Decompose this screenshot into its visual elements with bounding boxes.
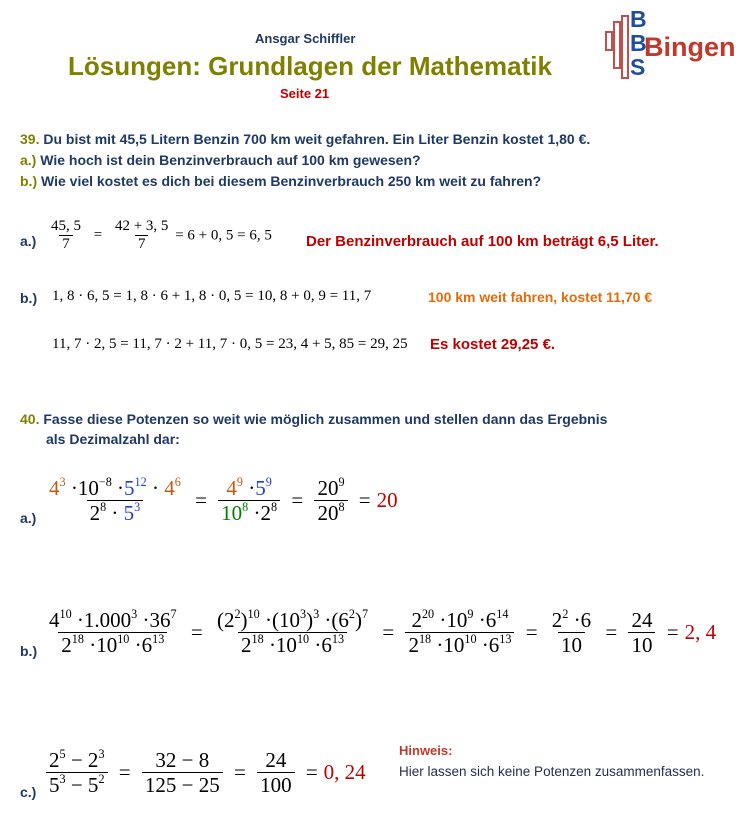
fraction: $\frac{4^3 \cdot 10^{-8} \cdot 5^{12} \cdot 4^6}{2^8 \cdot 5^3}$ xyxy=(49,474,181,526)
fraction: $\frac{24}{100}$ xyxy=(257,748,295,797)
fraction: $\frac{2^{20} \cdot 10^9 \cdot 6^{14}}{2^{18} \cdot 10^{10} \cdot 6^{13}}$ xyxy=(405,608,514,657)
fraction: $\frac{24}{10}$ xyxy=(628,608,655,657)
bbs-bingen-logo xyxy=(604,6,736,82)
task40-a-result: 20 xyxy=(376,488,398,513)
task40-c-label: c.) xyxy=(20,784,37,800)
task40-c-formula: $\frac{2^5 - 2^3}{5^3 - 5^2}$ = $\frac{32 - 8}{125 - 25}$ = $\frac{24}{100}$ = 0, 24 xyxy=(46,748,366,797)
sol39-a-answer: Der Benzinverbrauch auf 100 km beträgt 6,5 Liter. xyxy=(306,233,659,250)
task40-a-label: a.) xyxy=(20,510,37,526)
task39-intro xyxy=(20,131,590,147)
task39-question-b xyxy=(20,173,541,189)
fraction: $\frac{(2^2)^{10} \cdot(10^3)^3 \cdot(6^2)^7}{2^{18} \cdot 10^{10} \cdot 6^{13}}$ xyxy=(216,606,369,658)
sol39-a-formula: $\frac{45, 5}{7}$ = $\frac{42 + 3, 5}{7}$ = 6 + 0, 5 = 6, 5 xyxy=(48,218,272,254)
fraction: $\frac{4^9 \cdot 5^9}{10^8 \cdot 2^8}$ xyxy=(218,476,280,525)
question-b-text: Wie viel kostet es dich bei diesem Benzinverbrauch 250 km weit zu fahren? xyxy=(41,173,542,189)
logo-letter-b1: B xyxy=(630,6,647,32)
task40-intro-line1: 40. Fasse diese Potenzen so weit wie möglich zusammen und stellen dann das Ergebnis xyxy=(20,411,608,427)
task39-number: 39. xyxy=(20,131,40,147)
sol39-a-label: a.) xyxy=(20,233,37,249)
sol39-b-answer2: Es kostet 29,25 €. xyxy=(430,336,556,353)
fraction: $\frac{4^{10} \cdot 1.000^3 \cdot 36^7}{2^{18} \cdot 10^{10} \cdot 6^{13}}$ xyxy=(49,606,177,658)
fraction: $\frac{42 + 3, 5}{7}$ xyxy=(114,218,169,253)
logo-letter-s: S xyxy=(630,54,646,80)
task40-b-label: b.) xyxy=(20,643,38,659)
task40-b-result: 2, 4 xyxy=(684,620,717,645)
question-b-prefix: b.) xyxy=(20,173,38,189)
fraction: $\frac{45, 5}{7}$ xyxy=(51,218,81,253)
sol39-b-label: b.) xyxy=(20,290,38,306)
fraction: $\frac{2^5 - 2^3}{5^3 - 5^2}$ xyxy=(46,748,108,797)
question-a-prefix: a.) xyxy=(20,152,37,168)
fraction: $\frac{2^2 \cdot 6}{10}$ xyxy=(551,606,592,658)
page-title: Lösungen: Grundlagen der Mathematik xyxy=(68,51,552,81)
task40-c-result: 0, 24 xyxy=(323,760,366,785)
sol39-b-line2: 11, 7 · 2, 5 = 11, 7 · 2 + 11, 7 · 0, 5 = 23, 4 + 5, 85 = 29, 25 xyxy=(52,336,408,352)
hint-text: Hier lassen sich keine Potenzen zusammenfassen. xyxy=(399,764,705,779)
sol39-b-answer1: 100 km weit fahren, kostet 11,70 € xyxy=(428,289,653,305)
logo-text: Bingen xyxy=(644,32,736,62)
task40-b-formula: $\frac{4^{10} \cdot 1.000^3 \cdot 36^7}{2^{18} \cdot 10^{10} \cdot 6^{13}}$ = $\frac{(2^2)^{10} \cdot(10^3)^3 \cdot(6^2)^7}{2^{18} \cdot 10^{10} \cdot 6^{13}}$ = $\frac{2^{20} \cdot 10^9 \cdot 6^{14}}{2^{18} \cdot 10^{10} \cdot 6^{13}}$ = $\frac{2^2 \cdot 6}{10}$ = $\frac{24}{10}$ = 2, 4 xyxy=(46,608,716,657)
task39-question-a xyxy=(20,152,421,168)
fraction: $\frac{32 - 8}{125 - 25}$ xyxy=(142,748,223,797)
hint-title: Hinweis: xyxy=(399,743,453,758)
task40-number: 40. xyxy=(20,411,40,427)
author-name: Ansgar Schiffler xyxy=(255,31,356,46)
page-number: Seite 21 xyxy=(280,86,330,101)
sol39-b-line1: 1, 8 · 6, 5 = 1, 8 · 6 + 1, 8 · 0, 5 = 10, 8 + 0, 9 = 11, 7 xyxy=(52,288,372,304)
task39-intro-text: Du bist mit 45,5 Litern Benzin 700 km weit gefahren. Ein Liter Benzin kostet 1,80 €. xyxy=(43,131,591,147)
question-a-text: Wie hoch ist dein Benzinverbrauch auf 100 km gewesen? xyxy=(40,152,421,168)
task40-intro-line2: als Dezimalzahl dar: xyxy=(46,431,180,447)
task40-a-formula: $\frac{4^3 \cdot 10^{-8} \cdot 5^{12} \cdot 4^6}{2^8 \cdot 5^3}$ = $\frac{4^9 \cdot 5^9}{10^8 \cdot 2^8}$ = $\frac{20^9}{20^8}$ = 20 xyxy=(46,476,398,525)
fraction: $\frac{20^9}{20^8}$ xyxy=(314,476,347,525)
logo-letter-b2: B xyxy=(630,30,647,56)
